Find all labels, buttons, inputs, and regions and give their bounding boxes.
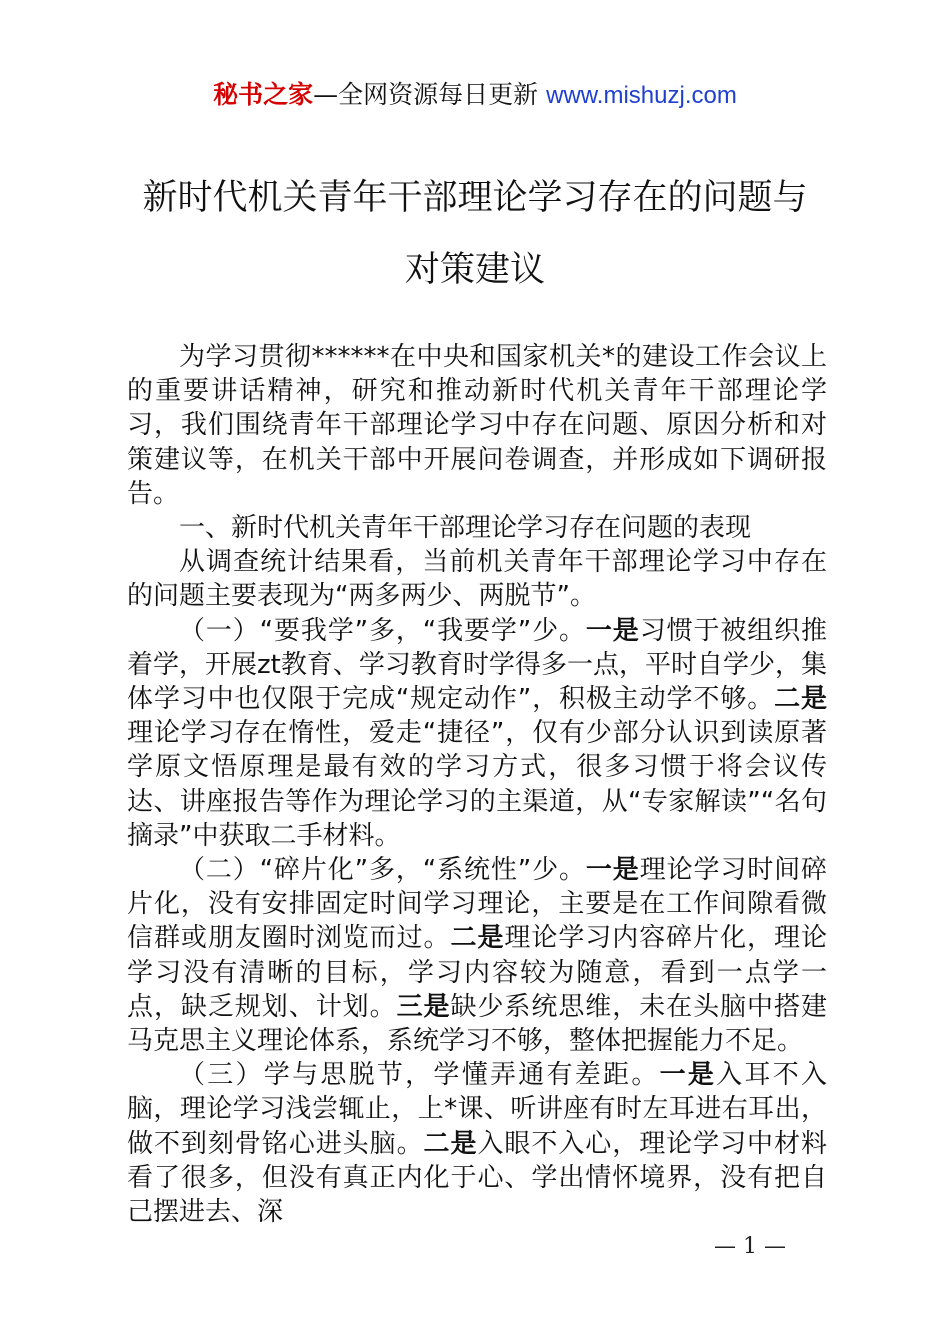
point-2-first-text: 理论学习时间碎片化，没有安排固定时间学习理论，主要是在工作间隙看微信群或朋友圈时浏览而过。: [127, 855, 827, 954]
site-header: [0, 78, 950, 113]
point-1-first-marker: 一是: [585, 615, 640, 646]
intro-paragraph: 为学习贯彻******在中央和国家机关*的建设工作会议上的重要讲话精神，研究和推动新时代机关青年干部理论学习，我们围绕青年干部理论学习中存在问题、原因分析和对策建议等，在机关干部中开展问卷调查，并形成如下调研报告。: [127, 342, 827, 509]
point-3-first-marker: 一是: [659, 1060, 717, 1091]
point-3-second-text: 入眼不入心，理论学习中材料看了很多，但没有真正内化于心、学出情怀境界，没有把自己摆进去、深: [127, 1128, 827, 1228]
point-1-first-text: 习惯于被组织推着学，开展zt教育、学习教育时学得多一点，平时自学少，集体学习中也仅限于完成“规定动作”，积极主动学不够。: [127, 615, 827, 715]
point-3-first-text: 入耳不入脑，理论学习浅尝辄止，上*课、听讲座有时左耳进右耳出，做不到刻骨铭心进头脑。: [127, 1060, 827, 1159]
point-3-heading: （三）学与思脱节，学懂弄通有差距。: [179, 1060, 660, 1091]
title-line-2: 对策建议: [404, 250, 545, 290]
brand-name: 秘书之家: [213, 80, 314, 109]
point-1-second-text: 理论学习存在惰性，爱走“捷径”，仅有少部分认识到读原著学原文悟原理是最有效的学习方式，很多习惯于将会议传达、讲座报告等作为理论学习的主渠道，从“专家解读”“名句摘录”中获取二手材料。: [127, 718, 827, 851]
point-2-second-text: 理论学习内容碎片化，理论学习没有清晰的目标，学习内容较为随意，看到一点学一点，缺乏规划、计划。: [127, 923, 827, 1022]
point-1-heading: （一）“要我学”多，“我要学”少。: [179, 615, 586, 646]
point-2-third-text: 缺少系统思维，未在头脑中搭建马克思主义理论体系，系统学习不够，整体把握能力不足。: [127, 991, 827, 1057]
site-url: www.mishuzj.com: [546, 82, 737, 109]
document-body: [127, 340, 827, 1229]
document-title: [0, 162, 950, 306]
point-2-paragraph: [127, 853, 827, 1058]
point-3-paragraph: [127, 1058, 827, 1229]
summary-paragraph: 从调查统计结果看，当前机关青年干部理论学习中存在的问题主要表现为“两多两少、两脱节”。: [127, 547, 827, 612]
point-3-second-marker: 二是: [423, 1128, 478, 1159]
point-1-second-marker: 二是: [774, 684, 827, 715]
point-2-first-marker: 一是: [585, 855, 640, 886]
point-2-second-marker: 二是: [450, 923, 505, 954]
page-number: — 1 —: [714, 1234, 786, 1259]
point-2-third-marker: 三是: [396, 991, 451, 1022]
point-1-paragraph: [127, 614, 827, 853]
header-tagline: —全网资源每日更新: [313, 80, 547, 109]
point-2-heading: （二）“碎片化”多，“系统性”少。: [179, 855, 586, 886]
section-heading: 一、新时代机关青年干部理论学习存在问题的表现: [179, 513, 752, 544]
title-line-1: 新时代机关青年干部理论学习存在的问题与: [142, 178, 808, 218]
